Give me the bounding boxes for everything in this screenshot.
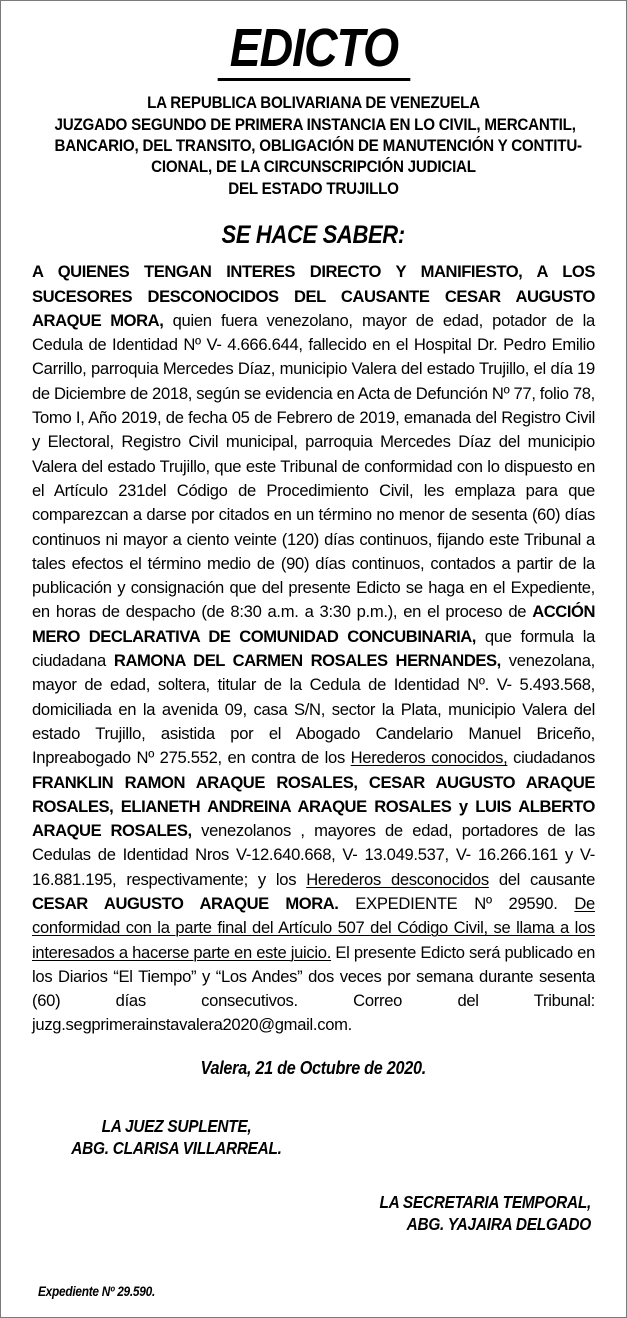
addressees-bold: A QUIENES TENGAN INTERES DIRECTO Y MANIFIESTO, A LOS SUCESORES DESCONOCIDOS DEL CAUSANTE CESAR AUGUSTO ARAQUE MORA, [32, 262, 595, 330]
decedent-name-bold: CESAR AUGUSTO ARAQUE MORA. [32, 893, 339, 913]
title-container [32, 18, 595, 81]
signature-secretary-name: ABG. YAJAIRA DELGADO [406, 1213, 591, 1234]
edict-body-paragraph [32, 260, 595, 1038]
action-type-bold: ACCIÓN MERO DECLARATIVA DE COMUNIDAD CONCUBINARIA, [32, 602, 595, 646]
body-segment-5: venezolanos , mayores de edad, portadores de las Cedulas de Identidad Nros V-12.640.668, V- 13.049.537, V- 16.266.161 y V- 16.881.195, respectivamente; y los [32, 821, 595, 889]
plaintiff-name-bold: RAMONA DEL CARMEN ROSALES HERNANDES, [113, 651, 501, 671]
court-header-line-5: DEL ESTADO TRUJILLO [228, 179, 399, 198]
unknown-heirs-underline: Herederos desconocidos [306, 869, 489, 889]
body-segment-8: El presente Edicto será publicado en los Diarios “El Tiempo” y “Los Andes” dos veces por semana durante sesenta (60) días consecutivos. Correo del Tribunal: juzg.segprimerainstavalera2020@gmail.com. [32, 942, 595, 1035]
court-header [32, 93, 595, 200]
place-and-date [32, 1058, 595, 1079]
court-header-line-4: CIONAL, DE LA CIRCUNSCRIPCIÓN JUDICIAL [151, 158, 476, 177]
body-segment-2: que formula la ciudadana [32, 626, 596, 671]
signature-judge [54, 1115, 299, 1159]
edict-body [32, 260, 595, 1038]
court-header-line-1: LA REPUBLICA BOLIVARIANA DE VENEZUELA [147, 94, 480, 113]
signature-judge-role: LA JUEZ SUPLENTE, [101, 1115, 252, 1136]
body-segment-6: del causante [488, 869, 595, 889]
body-segment-4: ciudadanos [507, 748, 595, 768]
signature-judge-name: ABG. CLARISA VILLARREAL. [71, 1137, 282, 1158]
court-header-line-2: JUZGADO SEGUNDO DE PRIMERA INSTANCIA EN LO CIVIL, MERCANTIL, [54, 115, 576, 134]
court-header-line-3: BANCARIO, DEL TRANSITO, OBLIGACIÓN DE MANUTENCIÓN Y CONTITU- [54, 136, 582, 155]
place-and-date-text: Valera, 21 de Octubre de 2020. [200, 1057, 427, 1078]
footer-file-number [38, 1284, 171, 1299]
proclamation-heading [32, 221, 595, 250]
article-507-underline: De conformidad con la parte final del Artículo 507 del Código Civil, se llama a los interesados a hacerse parte en este juicio. [32, 893, 595, 962]
body-segment-1: quien fuera venezolano, mayor de edad, potador de la Cedula de Identidad Nº V- 4.666.644, fallecido en el Hospital Dr. Pedro Emilio Carrillo, parroquia Mercedes Díaz, municipio Valera del estado Trujillo, el día 19 de Diciembre de 2018, según se evidencia en Acta de Defunción Nº 77, folio 78, Tomo I, Año 2019, de fecha 05 de Febrero de 2019, emanada del Registro Civil y Electoral, Registro Civil municipal, parroquia Mercedes Díaz del municipio Valera del estado Trujillo, que este Tribunal de conformidad con lo dispuesto en el Artículo 231del Código de Procedimiento Civil, les emplaza para que comparezcan a darse por citados en un término no menor de sesenta (60) días continuos ni mayor a ciento veinte (120) días continuos, fijando este Tribunal a tales efectos el término medio de (90) días continuos, contados a partir de la publicación y consignación que del presente Edicto se haga en el Expediente, en horas de despacho (de 8:30 a.m. a 3:30 p.m.), en el proceso de [32, 310, 595, 622]
signature-secretary-role: LA SECRETARIA TEMPORAL, [379, 1191, 591, 1212]
body-segment-7: EXPEDIENTE Nº 29590. [338, 893, 575, 913]
signature-secretary [32, 1191, 595, 1235]
proclamation-heading-text: SE HACE SABER: [221, 221, 406, 250]
heirs-names-bold: FRANKLIN RAMON ARAQUE ROSALES, CESAR AUGUSTO ARAQUE ROSALES, ELIANETH ANDREINA ARAQUE ROSALES y LUIS ALBERTO ARAQUE ROSALES, [32, 772, 595, 841]
page-inner-content [1, 1, 626, 1235]
page-title: EDICTO [217, 21, 409, 81]
body-segment-3: venezolana, mayor de edad, soltera, titular de la Cedula de Identidad Nº. V- 5.493.568, domiciliada en la avenida 09, casa S/N, sector la Plata, municipio Valera del estado Trujillo, asistida por el Abogado Candelario Manuel Briceño, Inpreabogado Nº 275.552, en contra de los [32, 651, 595, 768]
known-heirs-underline: Herederos conocidos, [350, 748, 508, 768]
footer-file-number-text: Expediente Nº 29.590. [38, 1284, 155, 1299]
